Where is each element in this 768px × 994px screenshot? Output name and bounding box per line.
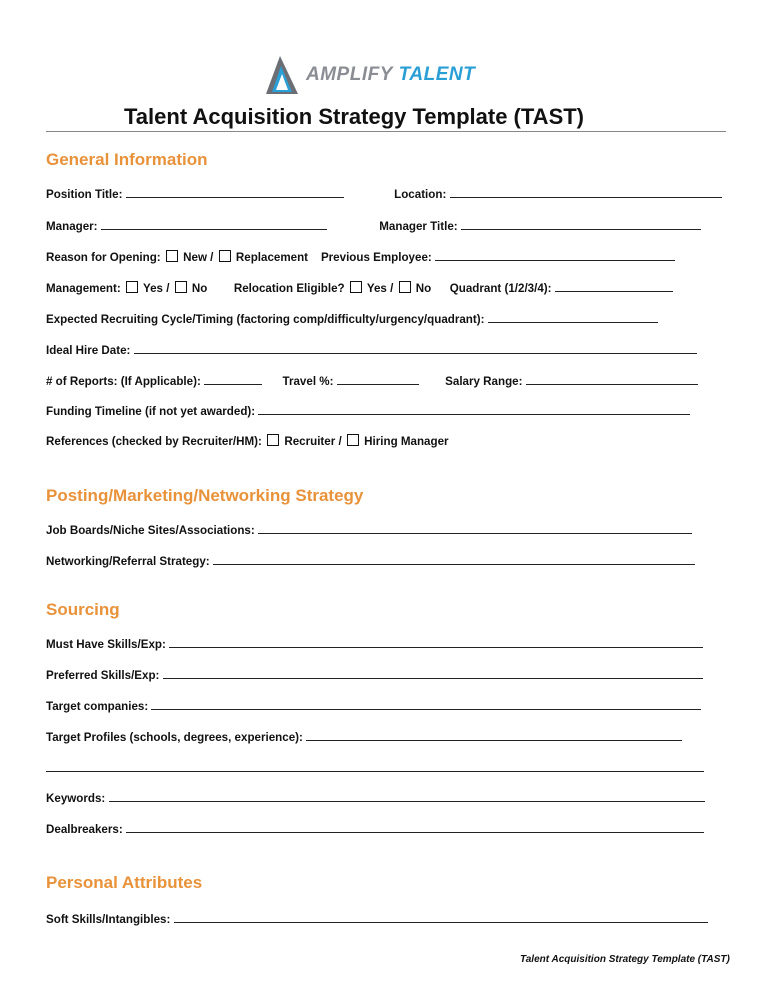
soft-skills-row [46, 911, 708, 926]
ideal-hire-date-label: Ideal Hire Date: [46, 344, 131, 357]
must-have-label: Must Have Skills/Exp: [46, 638, 166, 651]
references-row [46, 434, 449, 448]
management-label: Management: [46, 282, 121, 295]
relocation-no-checkbox[interactable] [399, 281, 411, 293]
recruiter-checkbox[interactable] [267, 434, 279, 446]
quadrant-field[interactable] [555, 280, 673, 292]
target-profiles-continuation-row [46, 760, 704, 775]
job-boards-field[interactable] [258, 522, 692, 534]
amplify-talent-logo [258, 52, 508, 102]
relocation-eligible-label: Relocation Eligible? [233, 282, 345, 295]
preferred-field[interactable] [163, 667, 703, 679]
hiring-manager-label: Hiring Manager [364, 435, 449, 448]
position-title-label: Position Title: [46, 188, 123, 201]
job-boards-row [46, 522, 692, 537]
title-divider [46, 131, 726, 132]
recruiting-cycle-row [46, 311, 658, 326]
hiring-manager-checkbox[interactable] [347, 434, 359, 446]
networking-field[interactable] [213, 553, 695, 565]
general-information-heading: General Information [46, 150, 208, 169]
new-checkbox[interactable] [166, 250, 178, 262]
target-profiles-label: Target Profiles (schools, degrees, experience): [46, 731, 303, 744]
manager-title-field[interactable] [461, 218, 701, 230]
sourcing-heading: Sourcing [46, 600, 120, 619]
num-reports-label: # of Reports: (If Applicable): [46, 375, 201, 388]
reason-for-opening-row [46, 249, 675, 264]
replacement-label: Replacement [235, 251, 309, 264]
previous-employee-field[interactable] [435, 249, 675, 261]
reason-for-opening-label: Reason for Opening: [46, 251, 161, 264]
management-no-label: No [191, 282, 208, 295]
position-location-row [46, 186, 722, 201]
document-title: Talent Acquisition Strategy Template (TAST) [124, 104, 585, 129]
page-footer: Talent Acquisition Strategy Template (TAST) [520, 954, 730, 965]
must-have-row [46, 636, 703, 651]
management-yes-label: Yes / [142, 282, 170, 295]
preferred-row [46, 667, 703, 682]
target-profiles-row [46, 729, 682, 744]
funding-timeline-row [46, 403, 690, 418]
references-label: References (checked by Recruiter/HM): [46, 435, 262, 448]
networking-row [46, 553, 695, 568]
preferred-label: Preferred Skills/Exp: [46, 669, 160, 682]
travel-field[interactable] [337, 373, 419, 385]
personal-attributes-heading: Personal Attributes [46, 873, 203, 892]
recruiting-cycle-label: Expected Recruiting Cycle/Timing (factoring comp/difficulty/urgency/quadrant): [46, 313, 485, 326]
logo-talent-text: TALENT [398, 64, 476, 85]
location-field[interactable] [450, 186, 722, 198]
manager-row [46, 218, 701, 233]
relocation-yes-checkbox[interactable] [350, 281, 362, 293]
management-yes-checkbox[interactable] [126, 281, 138, 293]
target-companies-row [46, 698, 701, 713]
management-row [46, 280, 673, 295]
logo-amplify-text: AMPLIFY [306, 64, 393, 85]
manager-field[interactable] [101, 218, 327, 230]
target-companies-label: Target companies: [46, 700, 149, 713]
keywords-label: Keywords: [46, 792, 106, 805]
previous-employee-label: Previous Employee: [320, 251, 432, 264]
target-companies-field[interactable] [151, 698, 701, 710]
location-label: Location: [394, 188, 447, 201]
dealbreakers-field[interactable] [126, 821, 704, 833]
ideal-hire-date-row [46, 342, 697, 357]
keywords-field[interactable] [109, 790, 705, 802]
ideal-hire-date-field[interactable] [134, 342, 697, 354]
travel-label: Travel %: [282, 375, 334, 388]
salary-range-field[interactable] [526, 373, 698, 385]
salary-range-label: Salary Range: [445, 375, 523, 388]
target-profiles-continuation-field[interactable] [46, 760, 704, 772]
networking-label: Networking/Referral Strategy: [46, 555, 210, 568]
dealbreakers-row [46, 821, 704, 836]
relocation-yes-label: Yes / [366, 282, 394, 295]
quadrant-label: Quadrant (1/2/3/4): [449, 282, 552, 295]
reports-travel-salary-row [46, 373, 698, 388]
recruiter-label: Recruiter / [284, 435, 342, 448]
posting-strategy-heading: Posting/Marketing/Networking Strategy [46, 486, 364, 505]
job-boards-label: Job Boards/Niche Sites/Associations: [46, 524, 255, 537]
position-title-field[interactable] [126, 186, 344, 198]
new-label: New / [183, 251, 214, 264]
logo-wordmark [306, 64, 475, 86]
soft-skills-field[interactable] [174, 911, 708, 923]
replacement-checkbox[interactable] [219, 250, 231, 262]
funding-timeline-label: Funding Timeline (if not yet awarded): [46, 405, 256, 418]
num-reports-field[interactable] [204, 373, 262, 385]
management-no-checkbox[interactable] [175, 281, 187, 293]
recruiting-cycle-field[interactable] [488, 311, 658, 323]
funding-timeline-field[interactable] [258, 403, 690, 415]
target-profiles-field[interactable] [306, 729, 682, 741]
relocation-no-label: No [415, 282, 432, 295]
manager-title-label: Manager Title: [379, 220, 458, 233]
must-have-field[interactable] [169, 636, 703, 648]
logo-mark-icon [258, 52, 306, 100]
manager-label: Manager: [46, 220, 98, 233]
soft-skills-label: Soft Skills/Intangibles: [46, 913, 171, 926]
dealbreakers-label: Dealbreakers: [46, 823, 123, 836]
keywords-row [46, 790, 705, 805]
